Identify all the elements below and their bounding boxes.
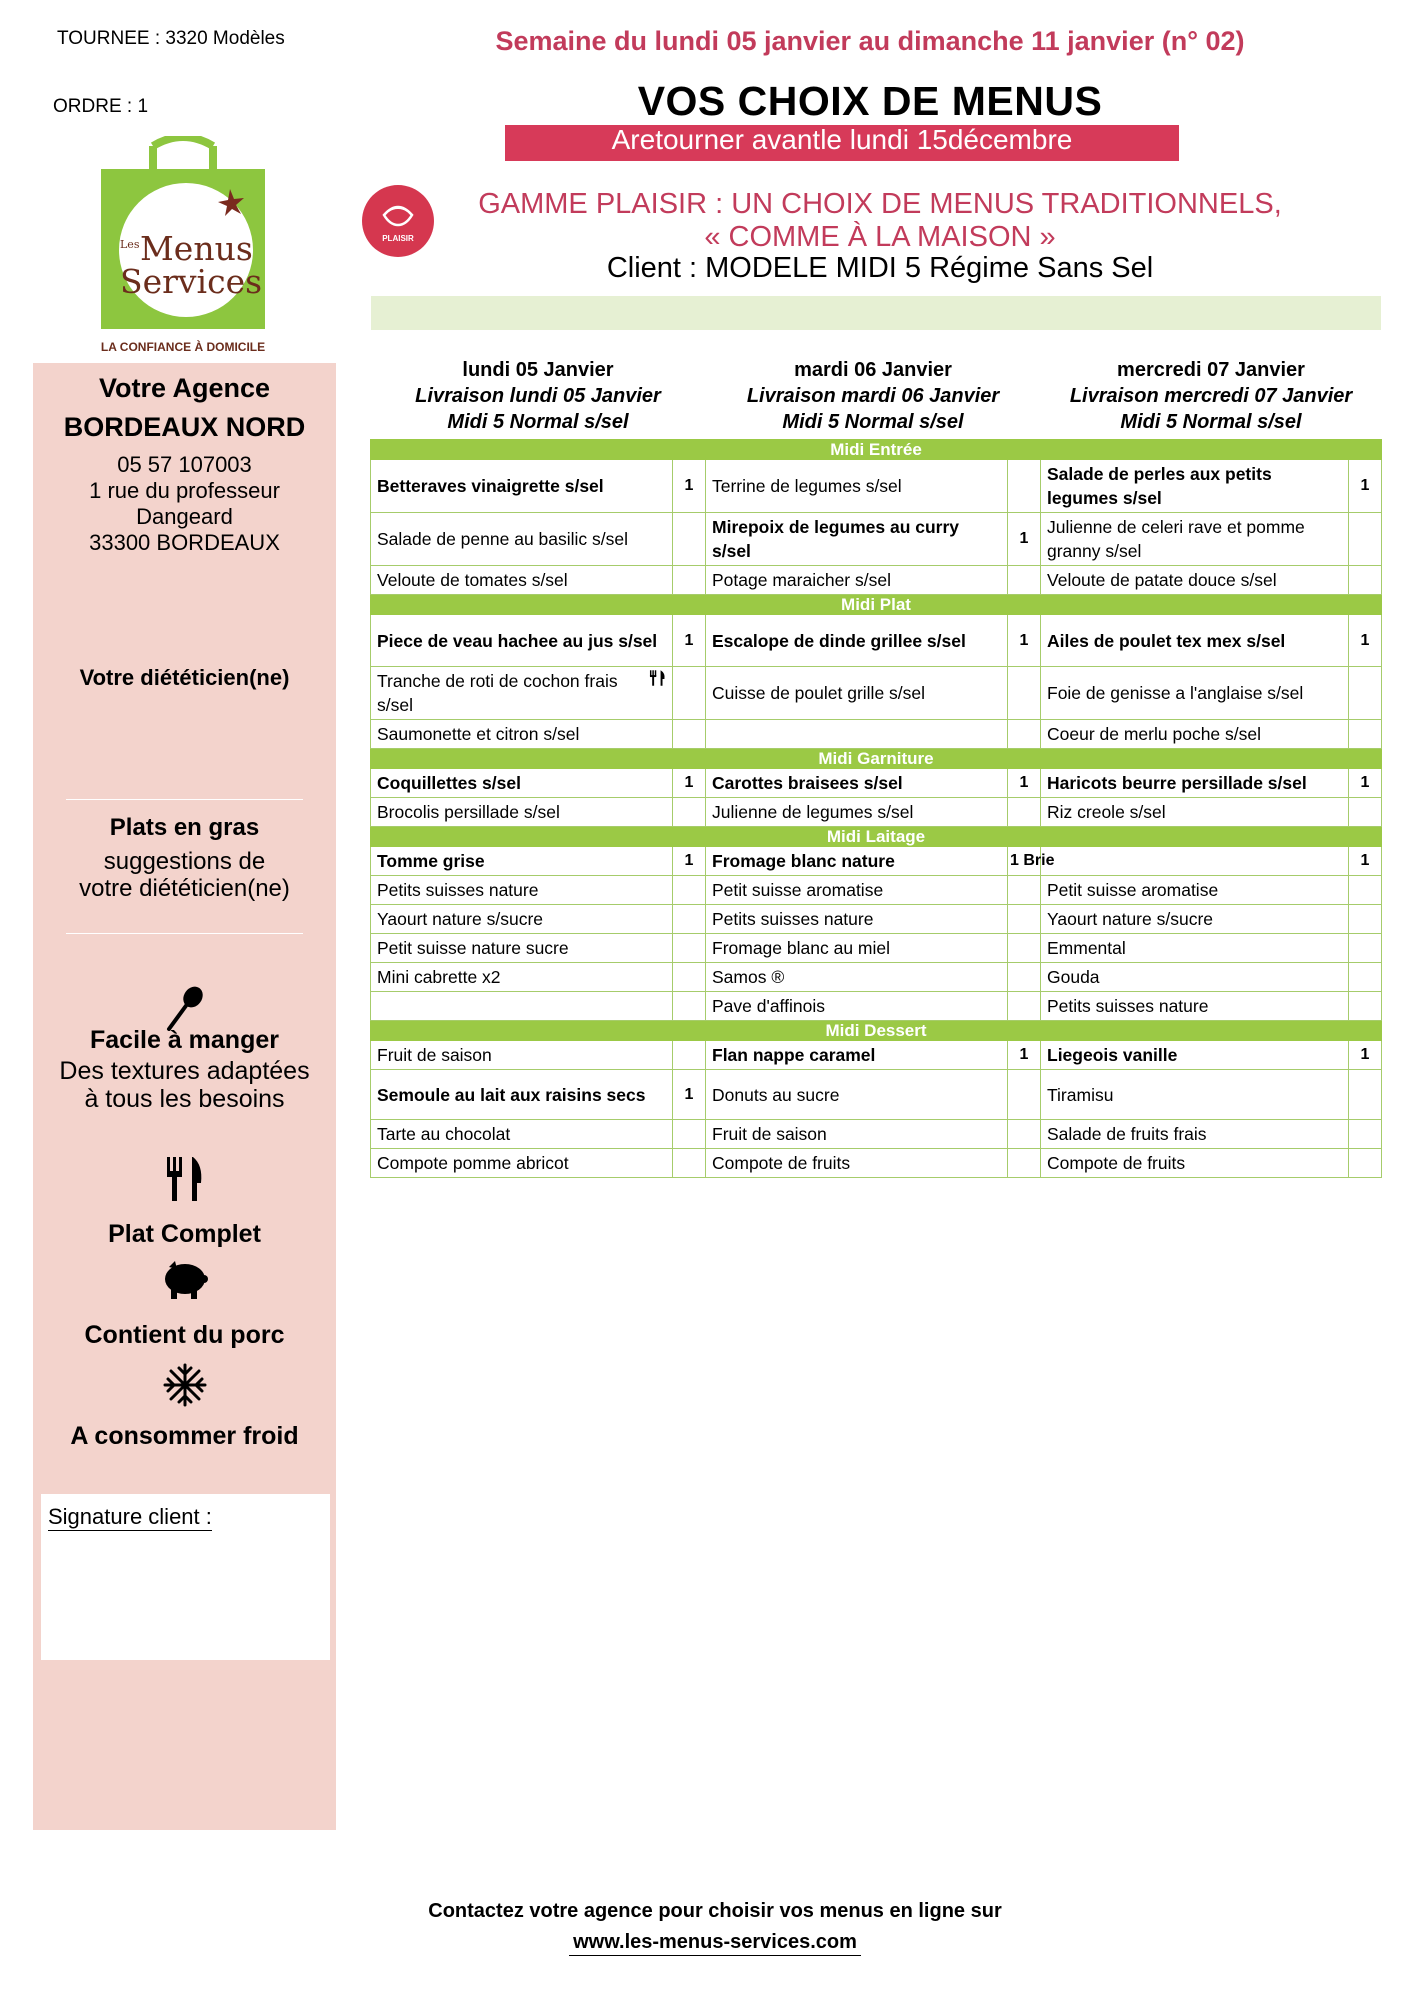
signature-box[interactable]	[41, 1494, 330, 1660]
dish-cell[interactable]: Compote de fruits	[706, 1149, 1008, 1178]
day-header: lundi 05 Janvier Livraison lundi 05 Janvier Midi 5 Normal s/sel	[415, 359, 661, 433]
dish-cell[interactable]: Escalope de dinde grillee s/sel	[706, 615, 1008, 667]
table-row	[371, 1070, 1382, 1120]
quantity-cell[interactable]	[1008, 876, 1041, 905]
dish-cell[interactable]: Petits suisses nature	[1041, 992, 1349, 1021]
plaisir-badge-icon	[362, 185, 434, 257]
dish-cell[interactable]: Samos ®	[706, 963, 1008, 992]
dish-cell[interactable]: Emmental	[1041, 934, 1349, 963]
table-row	[371, 1120, 1382, 1149]
quantity-cell[interactable]	[673, 566, 706, 595]
sidebar-divider	[66, 933, 303, 934]
quantity-cell[interactable]: 1	[1349, 847, 1382, 876]
dish-cell[interactable]: Riz creole s/sel	[1041, 798, 1349, 827]
facile-title: Facile à manger	[90, 1026, 279, 1054]
quantity-cell[interactable]	[1008, 798, 1041, 827]
pig-icon	[161, 1259, 209, 1301]
dish-cell[interactable]: Flan nappe caramel	[706, 1041, 1008, 1070]
dish-cell[interactable]: Fromage blanc au miel	[706, 934, 1008, 963]
quantity-cell[interactable]	[1008, 1149, 1041, 1178]
dish-cell[interactable]: Betteraves vinaigrette s/sel	[371, 460, 673, 513]
day-header: mardi 06 Janvier Livraison mardi 06 Janvier Midi 5 Normal s/sel	[746, 359, 1000, 433]
plats-gras-title: Plats en gras	[109, 814, 260, 841]
quantity-cell[interactable]: 1	[1349, 1041, 1382, 1070]
dish-cell[interactable]: Potage maraicher s/sel	[706, 566, 1008, 595]
table-row	[371, 615, 1382, 667]
quantity-cell[interactable]	[673, 1120, 706, 1149]
dish-cell[interactable]	[371, 992, 673, 1021]
dieteticien-label: Votre diététicien(ne)	[79, 665, 290, 690]
dish-cell[interactable]	[706, 720, 1008, 749]
table-row	[371, 460, 1382, 513]
fork-knife-icon	[649, 669, 666, 687]
dish-cell[interactable]: Salade de penne au basilic s/sel	[371, 513, 673, 566]
table-row	[371, 934, 1382, 963]
table-row	[371, 513, 1382, 566]
dish-cell[interactable]: Gouda	[1041, 963, 1349, 992]
sidebar	[33, 363, 336, 1830]
footer-url-wrap	[300, 1931, 1130, 1954]
quantity-cell[interactable]	[1349, 905, 1382, 934]
quantity-cell[interactable]	[1008, 1070, 1041, 1120]
menu-table	[370, 357, 1382, 1178]
quantity-cell[interactable]	[673, 720, 706, 749]
dish-cell[interactable]: Yaourt nature s/sucre	[371, 905, 673, 934]
quantity-cell[interactable]	[1349, 934, 1382, 963]
dish-name: Tranche de roti de cochon frais s/sel	[377, 671, 618, 715]
quantity-cell[interactable]	[1008, 566, 1041, 595]
tournee-label: TOURNEE : 3320 Modèles	[57, 28, 285, 49]
spoon-icon	[163, 985, 207, 1031]
agence-title: Votre Agence	[98, 373, 271, 403]
quantity-cell[interactable]	[1349, 513, 1382, 566]
quantity-cell[interactable]: 1	[1349, 615, 1382, 667]
quantity-cell[interactable]	[1008, 667, 1041, 720]
table-row	[371, 566, 1382, 595]
dish-cell[interactable]: Tomme grise	[371, 847, 673, 876]
quantity-cell[interactable]	[1349, 1070, 1382, 1120]
table-row	[371, 992, 1382, 1021]
quantity-cell[interactable]: 1	[1349, 769, 1382, 798]
facile-sub1: Des textures adaptées	[59, 1057, 310, 1085]
svg-text:Services: Services	[120, 262, 263, 301]
dish-cell[interactable]: Petit suisse aromatise	[706, 876, 1008, 905]
dish-cell[interactable]: Ailes de poulet tex mex s/sel	[1041, 615, 1349, 667]
table-row	[371, 963, 1382, 992]
dish-cell[interactable]: Petit suisse nature sucre	[371, 934, 673, 963]
quantity-cell[interactable]	[1008, 934, 1041, 963]
quantity-cell[interactable]	[1008, 992, 1041, 1021]
dish-cell[interactable]: Cuisse de poulet grille s/sel	[706, 667, 1008, 720]
quantity-cell[interactable]: 1	[673, 460, 706, 513]
footer-contact: Contactez votre agence pour choisir vos menus en ligne sur	[428, 1900, 1002, 1922]
quantity-cell[interactable]	[673, 876, 706, 905]
dish-cell[interactable]: Mini cabrette x2	[371, 963, 673, 992]
dish-cell[interactable]: Donuts au sucre	[706, 1070, 1008, 1120]
quantity-cell[interactable]	[673, 905, 706, 934]
dish-cell[interactable]: Semoule au lait aux raisins secs	[371, 1070, 673, 1120]
category-header-plat: Midi Plat	[371, 595, 1382, 615]
quantity-cell[interactable]	[1349, 992, 1382, 1021]
quantity-cell[interactable]: 1	[1008, 615, 1041, 667]
dish-cell[interactable]: Mirepoix de legumes au curry s/sel	[706, 513, 1008, 566]
fork-knife-icon	[163, 1155, 207, 1203]
dish-cell[interactable]: Coeur de merlu poche s/sel	[1041, 720, 1349, 749]
quantity-cell[interactable]	[1349, 798, 1382, 827]
dish-cell[interactable]: Petits suisses nature	[706, 905, 1008, 934]
category-header-entree: Midi Entrée	[371, 440, 1382, 460]
table-row	[371, 769, 1382, 798]
dish-cell[interactable]: Tiramisu	[1041, 1070, 1349, 1120]
quantity-cell[interactable]: 1	[1008, 1041, 1041, 1070]
footer-url-link[interactable]: www.les-menus-services.com	[569, 1931, 861, 1956]
quantity-cell[interactable]: 1	[673, 847, 706, 876]
facile-sub2: à tous les besoins	[84, 1085, 285, 1113]
menus-services-logo	[98, 136, 268, 356]
gamme-line-1: GAMME PLAISIR : UN CHOIX DE MENUS TRADITIONNELS,	[478, 188, 1282, 220]
svg-text:Les: Les	[120, 238, 140, 251]
quantity-cell[interactable]	[1008, 460, 1041, 513]
plaisir-badge-label: PLAISIR	[382, 234, 414, 243]
agence-address-line1: 1 rue du professeur	[89, 478, 280, 503]
signature-label: Signature client :	[48, 1504, 212, 1529]
dish-cell[interactable]: Pave d'affinois	[706, 992, 1008, 1021]
dish-cell[interactable]: Compote pomme abricot	[371, 1149, 673, 1178]
snowflake-icon	[163, 1363, 207, 1407]
quantity-cell[interactable]: 1	[1008, 769, 1041, 798]
dish-cell[interactable]: Carottes braisees s/sel	[706, 769, 1008, 798]
dish-cell[interactable]: Coquillettes s/sel	[371, 769, 673, 798]
quantity-cell[interactable]	[1008, 905, 1041, 934]
svg-text:Menus: Menus	[140, 229, 253, 268]
porc-label: Contient du porc	[84, 1321, 285, 1349]
svg-text:LA CONFIANCE À DOMICILE: LA CONFIANCE À DOMICILE	[100, 340, 266, 354]
agence-name: BORDEAUX NORD	[63, 412, 306, 442]
dish-cell[interactable]: Tarte au chocolat	[371, 1120, 673, 1149]
dish-cell[interactable]: Petit suisse aromatise	[1041, 876, 1349, 905]
dish-cell[interactable]: Veloute de tomates s/sel	[371, 566, 673, 595]
quantity-cell[interactable]	[1349, 963, 1382, 992]
dish-cell[interactable]: Piece de veau hachee au jus s/sel	[371, 615, 673, 667]
ordre-label: ORDRE : 1	[53, 96, 149, 117]
category-header-laitage: Midi Laitage	[371, 827, 1382, 847]
quantity-cell[interactable]	[1349, 876, 1382, 905]
client-line: Client : MODELE MIDI 5 Régime Sans Sel	[606, 252, 1154, 284]
table-row	[371, 667, 1382, 720]
quantity-cell[interactable]	[1349, 1120, 1382, 1149]
dish-cell[interactable]	[371, 667, 673, 720]
dish-cell[interactable]: Julienne de celeri rave et pomme granny s/sel	[1041, 513, 1349, 566]
agence-phone: 05 57 107003	[117, 452, 252, 477]
dish-cell[interactable]: Fruit de saison	[706, 1120, 1008, 1149]
quantity-cell[interactable]	[673, 1041, 706, 1070]
quantity-cell[interactable]: 1	[1349, 460, 1382, 513]
dish-cell[interactable]	[1041, 847, 1349, 876]
header-green-band	[371, 296, 1381, 330]
table-row	[371, 720, 1382, 749]
page-title: VOS CHOIX DE MENUS	[637, 78, 1103, 124]
dish-cell[interactable]: Salade de perles aux petits legumes s/sel	[1041, 460, 1349, 513]
dish-cell[interactable]: Compote de fruits	[1041, 1149, 1349, 1178]
category-header-garniture: Midi Garniture	[371, 749, 1382, 769]
quantity-cell[interactable]: 1 Brie	[1008, 847, 1041, 876]
table-row	[371, 905, 1382, 934]
dish-cell[interactable]: Haricots beurre persillade s/sel	[1041, 769, 1349, 798]
quantity-cell[interactable]	[1349, 566, 1382, 595]
category-header-dessert: Midi Dessert	[371, 1021, 1382, 1041]
dish-cell[interactable]: Julienne de legumes s/sel	[706, 798, 1008, 827]
quantity-cell[interactable]	[673, 992, 706, 1021]
quantity-cell[interactable]	[673, 934, 706, 963]
quantity-cell[interactable]: 1	[1008, 513, 1041, 566]
quantity-cell[interactable]	[1349, 720, 1382, 749]
gamme-line-2: « COMME À LA MAISON »	[704, 221, 1056, 253]
dish-cell[interactable]: Fromage blanc nature	[706, 847, 1008, 876]
dish-cell[interactable]: Yaourt nature s/sucre	[1041, 905, 1349, 934]
plats-gras-sub2: votre diététicien(ne)	[79, 875, 290, 902]
quantity-cell[interactable]	[673, 1149, 706, 1178]
table-row	[371, 847, 1382, 876]
quantity-cell[interactable]	[1008, 963, 1041, 992]
quantity-cell[interactable]: 1	[673, 769, 706, 798]
plats-gras-sub1: suggestions de	[103, 848, 266, 875]
dish-cell[interactable]: Veloute de patate douce s/sel	[1041, 566, 1349, 595]
quantity-cell[interactable]	[1008, 1120, 1041, 1149]
quantity-cell[interactable]	[1349, 1149, 1382, 1178]
week-title: Semaine du lundi 05 janvier au dimanche 11 janvier (n° 02)	[495, 26, 1245, 56]
sidebar-divider	[66, 799, 303, 800]
dish-cell[interactable]: Fruit de saison	[371, 1041, 673, 1070]
table-row	[371, 876, 1382, 905]
quantity-cell[interactable]: 1	[673, 1070, 706, 1120]
quantity-cell[interactable]	[1349, 667, 1382, 720]
plat-complet-label: Plat Complet	[108, 1220, 261, 1248]
day-header: mercredi 07 Janvier Livraison mercredi 07 Janvier Midi 5 Normal s/sel	[1069, 359, 1353, 433]
dish-cell[interactable]: Liegeois vanille	[1041, 1041, 1349, 1070]
quantity-cell[interactable]: 1	[673, 615, 706, 667]
quantity-cell[interactable]	[673, 667, 706, 720]
agence-address-line2: Dangeard	[136, 504, 233, 529]
agence-address-line3: 33300 BORDEAUX	[89, 530, 280, 555]
dish-cell[interactable]: Brocolis persillade s/sel	[371, 798, 673, 827]
return-deadline-banner: Aretourner avantle lundi 15décembre	[505, 125, 1179, 161]
table-row	[371, 798, 1382, 827]
quantity-cell[interactable]	[673, 513, 706, 566]
dish-cell[interactable]: Petits suisses nature	[371, 876, 673, 905]
quantity-cell[interactable]	[1008, 720, 1041, 749]
dish-cell[interactable]: Saumonette et citron s/sel	[371, 720, 673, 749]
quantity-cell[interactable]	[673, 798, 706, 827]
quantity-cell[interactable]	[673, 963, 706, 992]
table-row	[371, 1041, 1382, 1070]
table-row	[371, 1149, 1382, 1178]
dish-cell[interactable]: Salade de fruits frais	[1041, 1120, 1349, 1149]
dish-cell[interactable]: Foie de genisse a l'anglaise s/sel	[1041, 667, 1349, 720]
dish-cell[interactable]: Terrine de legumes s/sel	[706, 460, 1008, 513]
froid-label: A consommer froid	[70, 1422, 299, 1450]
